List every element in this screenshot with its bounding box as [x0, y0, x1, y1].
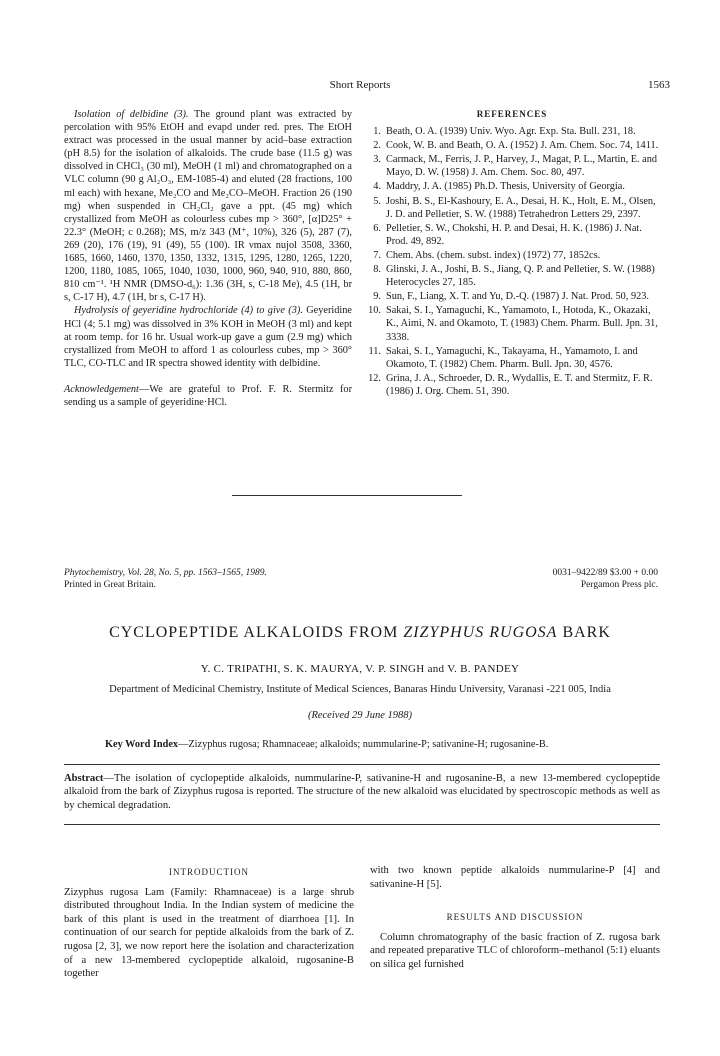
reference-number: 7.	[373, 249, 381, 261]
ack-heading: Acknowledgement	[64, 383, 139, 395]
publisher-line: Pergamon Press plc.	[580, 580, 658, 590]
reference-number: 1.	[373, 126, 381, 138]
reference-number: 5.	[373, 195, 381, 207]
introduction-continued: with two known peptide alkaloids nummularine-P [4] and sativanine-H [5].	[370, 865, 660, 890]
keywords-label: Key Word Index	[105, 739, 179, 750]
reference-item	[365, 290, 659, 303]
reference-number: 11.	[368, 345, 381, 357]
abstract-label: Abstract	[64, 773, 104, 784]
received-date: (Received 29 June 1988)	[307, 710, 413, 721]
reference-text: Glinski, J. A., Joshi, B. S., Jiang, Q. P. and Pelletier, S. W. (1988) Heterocycles 27, 185.	[386, 264, 655, 289]
references-list	[365, 125, 659, 398]
journal-info	[64, 567, 267, 591]
hydrolysis-paragraph	[64, 304, 352, 369]
journal-line: Phytochemistry, Vol. 28, No. 5, pp. 1563–1565, 1989.	[64, 568, 267, 578]
reference-text: Pelletier, S. W., Chokshi, H. P. and Desai, H. K. (1986) J. Nat. Prod. 49, 892.	[386, 222, 642, 247]
right-text-column	[370, 864, 660, 972]
reference-number: 10.	[368, 305, 381, 317]
acknowledgement	[64, 383, 352, 409]
reference-number: 2.	[373, 140, 381, 152]
abstract	[64, 772, 660, 812]
abstract-top-rule	[64, 764, 660, 765]
keywords-text: —Zizyphus rugosa; Rhamnaceae; alkaloids; nummularine-P; sativanine-H; rugosanine-B.	[178, 739, 549, 750]
printed-line: Printed in Great Britain.	[64, 580, 156, 590]
reference-item	[365, 263, 659, 289]
reference-item	[365, 345, 659, 371]
title-italic: ZIZYPHUS RUGOSA	[403, 624, 558, 641]
abstract-text: —The isolation of cyclopeptide alkaloids, nummularine-P, sativanine-H and rugosanine-B, a new 13-membered cyclopeptide alkaloid from the bark of Zizyphus rugosa is reported. The structure of the new alkaloid was elucidated by spectroscopic methods as well as by chemical degradation.	[64, 773, 660, 811]
reference-text: Carmack, M., Ferris, J. P., Harvey, J., Magat, P. L., Martin, E. and Mayo, D. W. (1958) J. Am. Chem. Soc. 80, 497.	[386, 154, 658, 179]
isolation-text: The ground plant was extracted by percolation with 95% EtOH and evapd under red. pres. The EtOH extract was processed in the usual manner by acid–base extraction (pH 8.5) for the isolation of alkaloids. The crude base (11.5 g) was dissolved in CHCl₃ (30 ml), MeOH (1 ml) and chromatographed on a VLC column (90 g Al₂O₃, EM-1085-4) and eluted (28 fractions, 100 ml each) with hexane, Me₂CO and Me₂CO–MeOH. Fraction 26 (190 mg) when suspended in CH₂Cl₂ gave a ppt. (45 mg) which crystallized from MeOH as colourless cubes mp > 360°, [α]D25° + 22.3° (MeOH; c 0.268); MS, m/z 343 (M⁺, 10%), 326 (5), 287 (7), 269 (20), 176 (19), 91 (49), 55 (100). IR νmax nujol 3508, 3360, 1685, 1660, 1460, 1370, 1350, 1332, 1315, 1295, 1280, 1265, 1220, 1200, 1180, 1085, 1065, 1040, 1030, 1000, 960, 940, 910, 880, 860, 810 cm⁻¹. ¹H NMR (DMSO-d₆): 1.36 (3H, s, C-18 Me), 4.5 (1H, br s, C-17 H), 4.7 (1H, br s, C-17 H).	[64, 109, 352, 304]
reference-text: Joshi, B. S., El-Kashoury, E. A., Desai, H. K., Holt, E. M., Olsen, J. D. and Pelletier, S. W. (1988) Tetrahedron Letters 29, 2397.	[386, 195, 656, 220]
reference-item	[365, 195, 659, 221]
hydrolysis-heading: Hydrolysis of geyeridine hydrochloride (4) to give (3).	[74, 305, 303, 317]
reference-item	[365, 249, 659, 262]
reference-item	[365, 222, 659, 248]
reference-item	[365, 153, 659, 179]
reference-number: 9.	[373, 291, 381, 303]
introduction-title: INTRODUCTION	[169, 867, 249, 877]
article-divider	[232, 495, 462, 496]
introduction-section	[64, 866, 354, 981]
reference-text: Grina, J. A., Schroeder, D. R., Wydallis, E. T. and Stermitz, F. R. (1986) J. Org. Chem. 51, 390.	[386, 372, 653, 397]
references-title: REFERENCES	[476, 109, 548, 119]
affiliation: Department of Medicinal Chemistry, Institute of Medical Sciences, Banaras Hindu University, Varanasi -221 005, India	[109, 684, 611, 695]
abstract-bottom-rule	[64, 824, 660, 825]
reference-item	[365, 139, 659, 152]
reference-text: Beath, O. A. (1939) Univ. Wyo. Agr. Exp. Sta. Bull. 231, 18.	[386, 126, 636, 138]
title-end: BARK	[557, 624, 611, 641]
reference-item	[365, 180, 659, 193]
title-main: CYCLOPEPTIDE ALKALOIDS FROM	[109, 624, 404, 641]
reference-item	[365, 304, 659, 343]
running-title: Short Reports	[329, 79, 391, 91]
reference-text: Cook, W. B. and Beath, O. A. (1952) J. Am. Chem. Soc. 74, 1411.	[386, 140, 659, 152]
results-title: RESULTS AND DISCUSSION	[446, 912, 584, 923]
price-info	[553, 567, 658, 591]
reference-text: Sun, F., Liang, X. T. and Yu, D.-Q. (1987) J. Nat. Prod. 50, 923.	[386, 291, 649, 303]
isolation-heading: Isolation of delbidine (3).	[74, 109, 189, 120]
reference-number: 3.	[373, 154, 381, 166]
isolation-paragraph	[64, 108, 352, 304]
results-text: Column chromatography of the basic fraction of Z. rugosa bark and repeated preparative TLC of chloroform–methanol (5:1) eluants on silica gel furnished	[370, 931, 660, 970]
page-number: 1563	[648, 79, 670, 91]
reference-item	[365, 372, 659, 398]
reference-number: 8.	[373, 264, 381, 276]
article-title	[0, 624, 720, 642]
hydrolysis-text: Geyeridine HCl (4; 5.1 mg) was dissolved in 3% KOH in MeOH (3 ml) and kept at room temp. for 16 hr. Usual work-up gave a gum (2.9 mg) which crystallized from MeOH to afford 1 as colourless cubes, mp > 360° TLC, CO-TLC and IR spectra showed identity with delbidine.	[64, 305, 352, 369]
introduction-text: Zizyphus rugosa Lam (Family: Rhamnaceae) is a large shrub distributed throughout India. In the Indian system of medicine the bark of this plant is used in the treatment of diarrhoea [1]. In continuation of our search for peptide alkaloids from the bark of Z. rugosa [2, 3], we now report here the isolation and characterization of a new 13-membered cyclopeptide alkaloid, rugosanine-B together	[64, 886, 354, 980]
prev-article-left-column	[64, 108, 352, 409]
keywords	[105, 739, 665, 750]
authors: Y. C. TRIPATHI, S. K. MAURYA, V. P. SINGH and V. B. PANDEY	[200, 663, 520, 675]
reference-text: Chem. Abs. (chem. subst. index) (1972) 77, 1852cs.	[386, 249, 601, 261]
reference-number: 4.	[373, 181, 381, 193]
price-line: 0031–9422/89 $3.00 + 0.00	[552, 568, 658, 578]
reference-number: 6.	[373, 222, 381, 234]
reference-item	[365, 125, 659, 138]
reference-text: Maddry, J. A. (1985) Ph.D. Thesis, University of Georgia.	[386, 181, 625, 193]
reference-number: 12.	[368, 372, 381, 384]
ack-text: —We are grateful to Prof. F. R. Stermitz for sending us a sample of geyeridine·HCl.	[64, 383, 352, 408]
reference-text: Sakai, S. I., Yamaguchi, K., Yamamoto, I., Hotoda, K., Okazaki, K., Aimi, N. and Okamoto, T. (1983) Chem. Pharm. Bull. Jpn. 31, 3338.	[386, 305, 658, 343]
references-section	[365, 108, 659, 399]
reference-text: Sakai, S. I., Yamaguchi, K., Takayama, H., Yamamoto, I. and Okamoto, T. (1982) Chem. Pharm. Bull. Jpn. 30, 4576.	[386, 345, 638, 370]
